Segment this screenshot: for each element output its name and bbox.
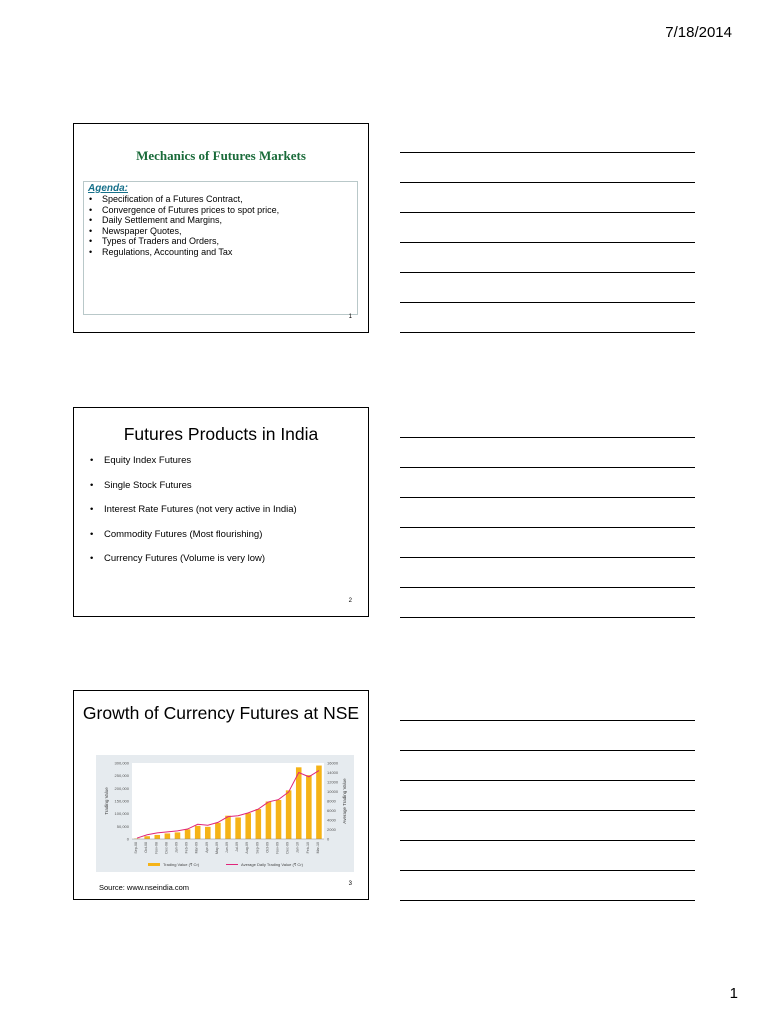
bar [154, 835, 160, 839]
x-tick-label: Sep-08 [134, 842, 139, 854]
y-tick-label-right: 8000 [327, 798, 336, 804]
list-item: • Currency Futures (Volume is very low) [90, 553, 297, 578]
bar [195, 826, 201, 839]
list-item: • Equity Index Futures [90, 455, 297, 480]
bar [185, 829, 191, 839]
bar [215, 823, 221, 839]
bar [144, 836, 150, 839]
y-tick-label-left: 0 [126, 836, 129, 842]
list-item: • Interest Rate Futures (not very active in India) [90, 504, 297, 529]
note-line [400, 332, 695, 333]
list-item: • Daily Settlement and Margins, [88, 215, 353, 226]
note-line [400, 497, 695, 498]
note-line [400, 467, 695, 468]
note-line [400, 437, 695, 438]
bar [276, 800, 282, 839]
note-line [400, 750, 695, 751]
y-tick-label-right: 16000 [327, 760, 339, 766]
y-tick-label-right: 4000 [327, 817, 336, 823]
x-tick-label: Jan-09 [174, 842, 179, 853]
y-tick-label-left: 250,000 [114, 773, 129, 779]
list-item: • Types of Traders and Orders, [88, 236, 353, 247]
slide-number: 2 [348, 598, 352, 604]
note-line [400, 780, 695, 781]
bar [266, 802, 272, 839]
source-note: Source: www.nseindia.com [99, 883, 190, 892]
page-number: 1 [729, 985, 738, 1002]
note-line [400, 182, 695, 183]
y-axis-label-left: Trading Value [104, 787, 109, 815]
currency-futures-chart [96, 755, 354, 872]
bar [245, 813, 251, 839]
y-tick-label-left: 50,000 [116, 823, 129, 829]
x-tick-label: Mar-10 [315, 842, 320, 854]
note-line [400, 587, 695, 588]
y-tick-label-right: 2000 [327, 827, 336, 832]
x-tick-label: Aug-09 [245, 842, 250, 854]
slide-number: 3 [348, 881, 352, 887]
bar [306, 775, 312, 839]
y-tick-label-left: 300,000 [114, 760, 129, 766]
bar [296, 767, 302, 839]
note-line [400, 720, 695, 721]
note-line [400, 212, 695, 213]
x-tick-label: Feb-09 [184, 842, 189, 854]
y-tick-label-right: 12000 [327, 779, 339, 785]
slide-2 [73, 407, 369, 617]
list-item: • Specification of a Futures Contract, [88, 194, 353, 205]
note-line [400, 152, 695, 153]
bar [165, 833, 171, 839]
bar [205, 827, 211, 839]
slide-3-title: Growth of Currency Futures at NSE [82, 703, 360, 723]
bar [256, 809, 262, 839]
y-axis-label-right: Average Trading Value [342, 778, 347, 824]
agenda-box [83, 181, 358, 315]
x-tick-label: Feb-10 [305, 842, 310, 854]
note-line [400, 900, 695, 901]
x-tick-label: Apr-09 [204, 842, 209, 853]
slide-1-title: Mechanics of Futures Markets [136, 148, 306, 163]
y-tick-label-right: 6000 [327, 808, 336, 813]
x-tick-label: Dec-08 [164, 842, 169, 854]
slide-number: 1 [348, 314, 352, 320]
list-item: • Regulations, Accounting and Tax [88, 247, 353, 258]
y-tick-label-left: 100,000 [114, 811, 129, 817]
chart-svg [96, 755, 354, 872]
legend-label-line: Average Daily Trading Value (₹ Cr) [241, 862, 303, 867]
note-line [400, 302, 695, 303]
legend-swatch-bar [148, 863, 160, 866]
products-list [90, 455, 297, 578]
note-line [400, 870, 695, 871]
note-line [400, 242, 695, 243]
slide-3 [73, 690, 369, 900]
x-tick-label: Oct-08 [144, 842, 149, 853]
y-tick-label-left: 200,000 [114, 785, 129, 791]
bar [225, 816, 231, 839]
notes-lines-1 [400, 152, 695, 362]
x-tick-label: May-09 [214, 842, 219, 854]
x-tick-label: Nov-08 [154, 842, 159, 854]
note-line [400, 617, 695, 618]
bar [316, 766, 322, 839]
list-item: • Single Stock Futures [90, 480, 297, 505]
print-date: 7/18/2014 [665, 24, 732, 41]
x-tick-label: Nov-09 [275, 842, 280, 854]
list-item: • Newspaper Quotes, [88, 226, 353, 237]
y-tick-label-left: 150,000 [114, 798, 129, 804]
note-line [400, 840, 695, 841]
y-tick-label-right: 10000 [327, 789, 339, 794]
x-tick-label: Jul-09 [235, 842, 240, 852]
slide-2-title: Futures Products in India [123, 424, 319, 444]
note-line [400, 557, 695, 558]
slide-1 [73, 123, 369, 333]
note-line [400, 527, 695, 528]
legend-label-bar: Trading Value (₹ Cr) [163, 862, 200, 867]
agenda-list [88, 194, 353, 257]
x-tick-label: Mar-09 [194, 842, 199, 854]
notes-lines-2 [400, 437, 695, 647]
x-tick-label: Sep-09 [255, 842, 260, 854]
x-tick-label: Dec-09 [285, 842, 290, 854]
note-line [400, 810, 695, 811]
x-tick-label: Oct-09 [265, 842, 270, 853]
bar [175, 832, 181, 839]
bar [286, 790, 292, 839]
y-tick-label-right: 0 [327, 836, 330, 842]
bar [235, 817, 241, 839]
x-tick-label: Jan-10 [295, 842, 300, 853]
notes-lines-3 [400, 720, 695, 930]
list-item: • Convergence of Futures prices to spot price, [88, 205, 353, 216]
y-tick-label-right: 14000 [327, 770, 339, 775]
list-item: • Commodity Futures (Most flourishing) [90, 529, 297, 554]
agenda-heading: Agenda: [88, 183, 128, 194]
x-tick-label: Jun-09 [225, 842, 229, 853]
note-line [400, 272, 695, 273]
